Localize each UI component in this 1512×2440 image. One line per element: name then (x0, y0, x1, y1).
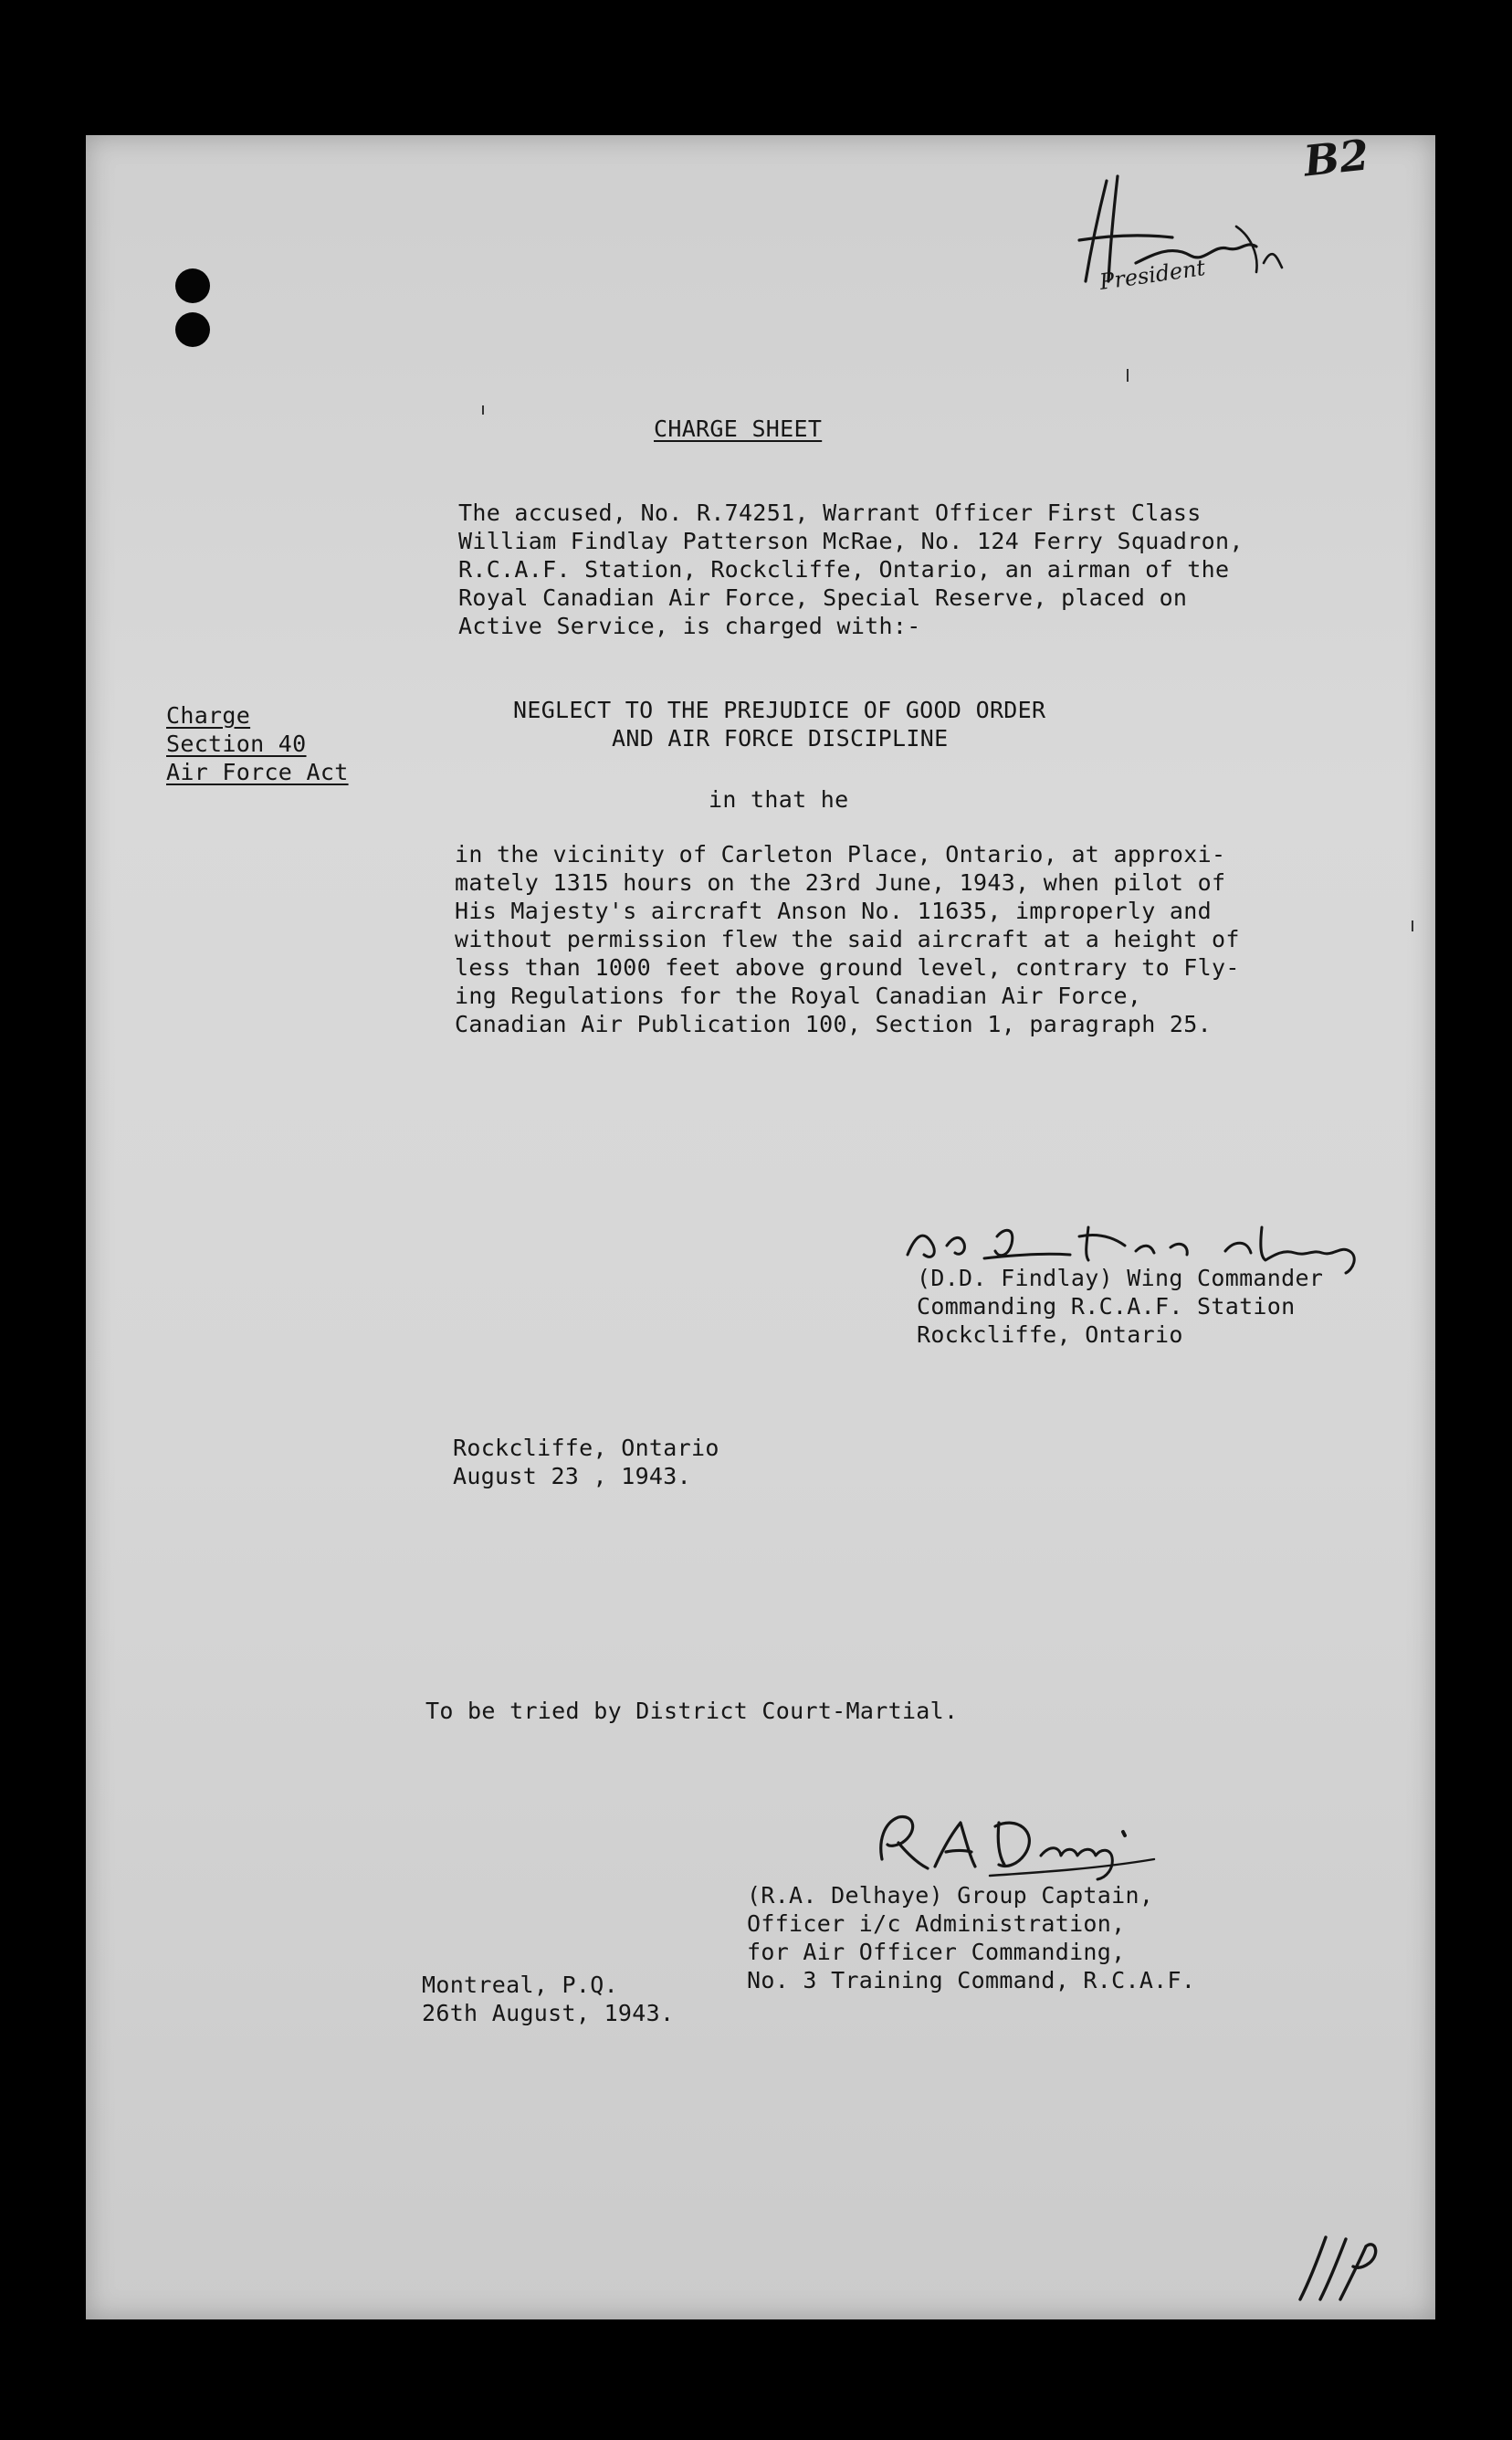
signatory-2-block (747, 1881, 1195, 1994)
margin-note-line: Section 40 (166, 731, 307, 757)
place-line: Montreal, P.Q. (422, 1972, 618, 1998)
intro-paragraph (458, 499, 1244, 640)
punch-hole-top (175, 268, 210, 303)
president-handwritten-label: President (1097, 255, 1207, 295)
text-line: mately 1315 hours on the 23rd June, 1943, when pilot of (455, 869, 1226, 896)
text-line: William Findlay Patterson McRae, No. 124 Ferry Squadron, (458, 528, 1244, 554)
signatory-line: (D.D. Findlay) Wing Commander (917, 1265, 1324, 1291)
signatory-line: (R.A. Delhaye) Group Captain, (747, 1882, 1154, 1909)
text-line: ing Regulations for the Royal Canadian Air Force, (455, 983, 1142, 1009)
margin-note-line: Air Force Act (166, 759, 349, 785)
text-line: R.C.A.F. Station, Rockcliffe, Ontario, an airman of the (458, 556, 1230, 583)
trial-instruction: To be tried by District Court-Martial. (425, 1698, 959, 1724)
text-line: without permission flew the said aircraft at a height of (455, 926, 1240, 952)
date-line: August 23 , 1943. (453, 1463, 691, 1489)
place-line: Rockcliffe, Ontario (453, 1435, 719, 1461)
signatory-1-block (917, 1264, 1323, 1349)
margin-note (166, 701, 349, 786)
text-line: Active Service, is charged with:- (458, 613, 921, 639)
text-line: less than 1000 feet above ground level, contrary to Fly- (455, 954, 1240, 981)
scan-speck (482, 405, 484, 415)
text-line: Canadian Air Publication 100, Section 1, paragraph 25. (455, 1011, 1212, 1037)
scan-speck (1127, 369, 1129, 382)
charge-heading (513, 696, 1045, 752)
text-line: His Majesty's aircraft Anson No. 11635, improperly and (455, 898, 1212, 924)
signatory-line: No. 3 Training Command, R.C.A.F. (747, 1967, 1196, 1993)
in-that-line: in that he (709, 786, 849, 813)
punch-hole-bottom (175, 312, 210, 347)
text-line: in the vicinity of Carleton Place, Ontario, at approxi- (455, 841, 1226, 868)
bottom-initials-mark (1287, 2226, 1388, 2309)
delhaye-signature (862, 1795, 1172, 1887)
text-line: The accused, No. R.74251, Warrant Officer First Class (458, 500, 1202, 526)
date-line: 26th August, 1943. (422, 2000, 675, 2026)
charge-line: AND AIR FORCE DISCIPLINE (612, 725, 949, 752)
charge-line: NEGLECT TO THE PREJUDICE OF GOOD ORDER (513, 697, 1046, 723)
document-title: CHARGE SHEET (654, 415, 823, 442)
margin-note-line: Charge (166, 702, 251, 729)
document-page (86, 130, 1435, 2319)
place-date-2 (422, 1971, 674, 2027)
signatory-line: Rockcliffe, Ontario (917, 1321, 1183, 1348)
scan-speck (1412, 920, 1413, 931)
text-line: Royal Canadian Air Force, Special Reserve, placed on (458, 584, 1188, 611)
signatory-line: for Air Officer Commanding, (747, 1939, 1126, 1965)
signatory-line: Commanding R.C.A.F. Station (917, 1293, 1296, 1320)
signatory-line: Officer i/c Administration, (747, 1910, 1126, 1937)
particulars-paragraph (455, 840, 1240, 1038)
page-mark-handwritten: B2 (1301, 130, 1372, 186)
place-date-1 (453, 1434, 719, 1490)
